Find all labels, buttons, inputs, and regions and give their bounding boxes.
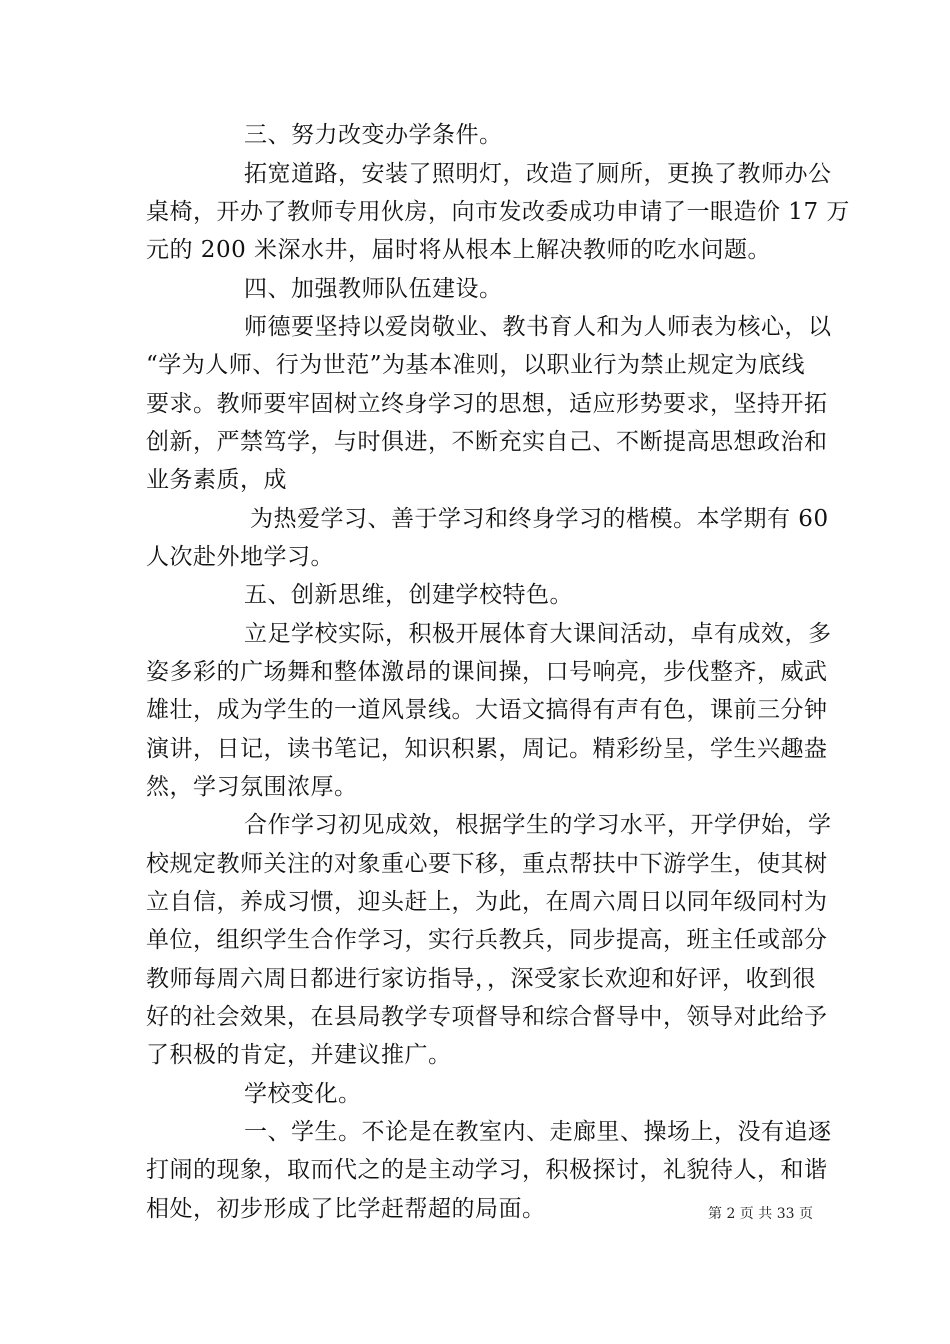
paragraph-line: 元的 200 米深水井，届时将从根本上解决教师的吃水问题。 — [146, 237, 772, 263]
section-heading-changes: 学校变化。 — [244, 1081, 362, 1107]
page-number-footer: 第 2 页 共 33 页 — [708, 1206, 813, 1222]
paragraph-line: 相处，初步形成了比学赶帮超的局面。 — [146, 1196, 546, 1222]
section-heading-5: 五、创新思维，创建学校特色。 — [244, 582, 573, 608]
paragraph-line: 一、学生。不论是在教室内、走廊里、操场上，没有追逐 — [244, 1119, 832, 1145]
paragraph-line: 要求。教师要牢固树立终身学习的思想，适应形势要求，坚持开拓 — [146, 391, 828, 417]
paragraph-line: 创新，严禁笃学，与时俱进，不断充实自己、不断提高思想政治和 — [146, 429, 828, 455]
paragraph-line: 姿多彩的广场舞和整体激昂的课间操，口号响亮，步伐整齐，威武 — [146, 659, 828, 685]
section-heading-3: 三、努力改变办学条件。 — [244, 122, 503, 148]
paragraph-line: 业务素质，成 — [146, 467, 287, 493]
paragraph-line: 校规定教师关注的对象重心要下移，重点帮扶中下游学生，使其树 — [146, 851, 828, 877]
paragraph-line: 拓宽道路，安装了照明灯，改造了厕所，更换了教师办公 — [244, 161, 832, 187]
paragraph-line: 单位，组织学生合作学习，实行兵教兵，同步提高，班主任或部分 — [146, 927, 828, 953]
section-heading-4: 四、加强教师队伍建设。 — [244, 276, 503, 302]
paragraph-line: 好的社会效果，在县局教学专项督导和综合督导中，领导对此给予 — [146, 1004, 828, 1030]
paragraph-line: 演讲，日记，读书笔记，知识积累，周记。精彩纷呈，学生兴趣盎 — [146, 736, 828, 762]
paragraph-line: 立足学校实际，积极开展体育大课间活动，卓有成效，多 — [244, 621, 832, 647]
paragraph-line: 师德要坚持以爱岗敬业、教书育人和为人师表为核心，以 — [244, 314, 832, 340]
paragraph-line: 人次赴外地学习。 — [146, 544, 334, 570]
paragraph-line: 教师每周六周日都进行家访指导，，深受家长欢迎和好评，收到很 — [146, 966, 816, 992]
paragraph-line: 立自信，养成习惯，迎头赶上，为此，在周六周日以同年级同村为 — [146, 889, 828, 915]
paragraph-line: 打闹的现象，取而代之的是主动学习，积极探讨，礼貌待人，和谐 — [146, 1157, 828, 1183]
paragraph-line: 雄壮，成为学生的一道风景线。大语文搞得有声有色，课前三分钟 — [146, 697, 828, 723]
paragraph-line: 桌椅，开办了教师专用伙房，向市发改委成功申请了一眼造价 17 万 — [146, 199, 850, 225]
paragraph-line: 然，学习氛围浓厚。 — [146, 774, 358, 800]
paragraph-line: 了积极的肯定，并建议推广。 — [146, 1042, 452, 1068]
paragraph-line: 为热爱学习、善于学习和终身学习的楷模。本学期有 60 — [250, 506, 829, 532]
paragraph-line: 合作学习初见成效，根据学生的学习水平，开学伊始，学 — [244, 812, 832, 838]
paragraph-line: “学为人师、行为世范”为基本准则，以职业行为禁止规定为底线 — [146, 352, 806, 378]
